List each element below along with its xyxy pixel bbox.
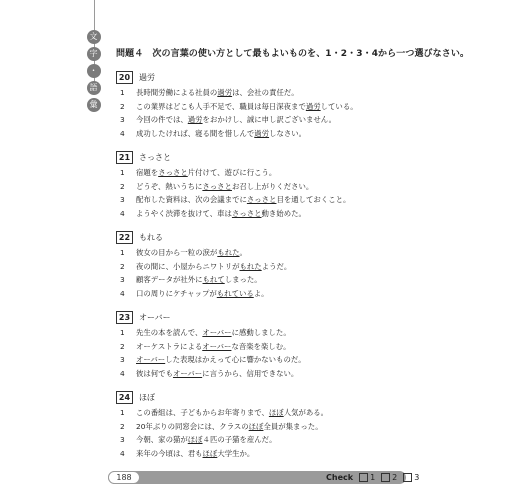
option-text: 先生の本を読んで、 bbox=[136, 328, 203, 338]
option-text: をおかけし、誠に申し訳ございません。 bbox=[202, 115, 337, 125]
option-number: 4 bbox=[120, 368, 125, 378]
option-item[interactable] bbox=[116, 420, 328, 434]
option-text: この番組は、子どもからお年寄りまで、 bbox=[136, 408, 269, 418]
question-header bbox=[116, 390, 328, 404]
option-number: 3 bbox=[120, 115, 125, 125]
option-list bbox=[116, 406, 328, 460]
option-item[interactable] bbox=[116, 86, 358, 100]
option-target-word: ほぼ bbox=[248, 421, 264, 431]
option-number: 2 bbox=[120, 421, 125, 431]
question-word: もれる bbox=[139, 232, 163, 242]
option-text: この業界はどこも人手不足で、職員は毎日深夜まで bbox=[136, 101, 306, 111]
option-text: 彼女の目から一粒の涙が bbox=[136, 248, 218, 258]
option-target-word: オーバー bbox=[202, 328, 232, 338]
option-number: 3 bbox=[120, 355, 125, 365]
option-text: な音楽を楽しむ。 bbox=[231, 341, 291, 351]
option-target-word: オーバー bbox=[172, 368, 203, 378]
option-text: 宿題を bbox=[136, 168, 159, 178]
option-number: 3 bbox=[120, 435, 125, 445]
option-number: 4 bbox=[120, 448, 125, 458]
option-text: ようやく渋滞を抜けて、車は bbox=[136, 208, 232, 218]
option-number: 1 bbox=[120, 88, 125, 98]
question-header bbox=[116, 230, 291, 244]
section-tab-char: 彙 bbox=[87, 98, 101, 112]
question-word: 過労 bbox=[139, 72, 155, 82]
question-number: 23 bbox=[116, 311, 133, 324]
option-target-word: さっさと bbox=[158, 168, 188, 178]
option-item[interactable] bbox=[116, 406, 328, 420]
question-word: ほぼ bbox=[139, 392, 155, 402]
check-box-3[interactable] bbox=[403, 473, 412, 482]
section-tab-char: ・ bbox=[87, 64, 101, 78]
question-number: 22 bbox=[116, 231, 133, 244]
option-text: 目を通しておくこと。 bbox=[276, 195, 351, 205]
option-number: 2 bbox=[120, 181, 125, 191]
option-item[interactable] bbox=[116, 100, 358, 114]
question-block bbox=[116, 150, 350, 220]
option-text: どうぞ、熱いうちに bbox=[136, 181, 203, 191]
option-number: 1 bbox=[120, 328, 125, 338]
option-number: 4 bbox=[120, 128, 125, 138]
option-text: は、会社の責任だ。 bbox=[232, 88, 299, 98]
option-target-word: もれている bbox=[216, 288, 254, 298]
option-item[interactable] bbox=[116, 433, 328, 447]
option-text: しまった。 bbox=[224, 275, 262, 285]
option-text: 長時間労働による社員の bbox=[136, 88, 218, 98]
option-text: 動き始めた。 bbox=[261, 208, 306, 218]
option-target-word: オーバー bbox=[136, 355, 166, 365]
question-block bbox=[116, 230, 291, 300]
option-item[interactable] bbox=[116, 260, 291, 274]
check-number-1: 1 bbox=[370, 472, 376, 482]
question-block bbox=[116, 70, 358, 140]
option-text: 20年ぶりの同窓会には、クラスの bbox=[136, 421, 249, 431]
option-text: ようだ。 bbox=[261, 261, 292, 271]
question-header bbox=[116, 70, 358, 84]
option-text: 成功したければ、寝る間を惜しんで bbox=[136, 128, 255, 138]
option-text: している。 bbox=[320, 101, 358, 111]
option-target-word: ほぼ bbox=[187, 435, 203, 445]
option-list bbox=[116, 326, 306, 380]
page-number: 188 bbox=[108, 471, 140, 484]
option-text: 彼は何でも bbox=[136, 368, 173, 378]
option-text: オーケストラによる bbox=[136, 341, 203, 351]
option-item[interactable] bbox=[116, 326, 306, 340]
option-item[interactable] bbox=[116, 193, 350, 207]
section-tab-char: 語 bbox=[87, 81, 101, 95]
option-text: 片付けて、遊びに行こう。 bbox=[187, 168, 277, 178]
option-target-word: 過労 bbox=[217, 88, 233, 98]
option-item[interactable] bbox=[116, 287, 291, 301]
option-target-word: さっさと bbox=[231, 208, 262, 218]
option-text: 今朝、家の猫が bbox=[136, 435, 188, 445]
option-number: 1 bbox=[120, 408, 125, 418]
option-target-word: さっさと bbox=[202, 181, 232, 191]
question-word: オーバー bbox=[139, 312, 171, 322]
option-target-word: ほぼ bbox=[202, 448, 218, 458]
option-number: 4 bbox=[120, 288, 125, 298]
question-number: 20 bbox=[116, 71, 133, 84]
option-text: 配布した資料は、次の会議までに bbox=[136, 195, 247, 205]
check-area bbox=[326, 470, 419, 484]
option-number: 2 bbox=[120, 341, 125, 351]
question-number: 21 bbox=[116, 151, 133, 164]
option-number: 1 bbox=[120, 168, 125, 178]
option-text: 夜の間に、小屋からニワトリが bbox=[136, 261, 240, 271]
option-text: 来年の今頃は、君も bbox=[136, 448, 203, 458]
question-header bbox=[116, 150, 350, 164]
check-label: Check bbox=[326, 472, 354, 482]
option-item[interactable] bbox=[116, 340, 306, 354]
option-text: しなさい。 bbox=[269, 128, 307, 138]
question-word: さっさと bbox=[139, 152, 171, 162]
check-number-2: 2 bbox=[392, 472, 398, 482]
option-number: 3 bbox=[120, 275, 125, 285]
option-target-word: 過労 bbox=[305, 101, 321, 111]
question-block bbox=[116, 310, 306, 380]
section-tab bbox=[86, 30, 101, 112]
option-list bbox=[116, 166, 350, 220]
option-text: 人気がある。 bbox=[283, 408, 329, 418]
option-item[interactable] bbox=[116, 180, 350, 194]
option-number: 1 bbox=[120, 248, 125, 258]
option-target-word: もれた bbox=[217, 248, 240, 258]
option-text: 大学生か。 bbox=[217, 448, 255, 458]
section-tab-char: 文 bbox=[87, 30, 101, 44]
question-block bbox=[116, 390, 328, 460]
option-item[interactable] bbox=[116, 113, 358, 127]
option-text: 口の周りにケチャップが bbox=[136, 288, 217, 298]
option-target-word: 過労 bbox=[187, 115, 203, 125]
option-text: よ。 bbox=[253, 288, 269, 298]
option-item[interactable] bbox=[116, 127, 358, 141]
check-box-2[interactable] bbox=[381, 473, 390, 482]
option-text: 。 bbox=[239, 248, 247, 258]
option-text: した表現はかえって心に響かないものだ。 bbox=[165, 355, 306, 365]
instruction-title: 問題４ 次の言葉の使い方として最もよいものを、1・2・3・4から一つ選びなさい。 bbox=[116, 49, 470, 59]
check-box-1[interactable] bbox=[359, 473, 368, 482]
option-text: に感動しました。 bbox=[231, 328, 291, 338]
option-text: に言うから、信用できない。 bbox=[202, 368, 299, 378]
option-text: 顧客データが社外に bbox=[136, 275, 203, 285]
option-target-word: ほぼ bbox=[268, 408, 284, 418]
option-target-word: オーバー bbox=[202, 341, 232, 351]
option-target-word: もれて bbox=[202, 275, 225, 285]
option-item[interactable] bbox=[116, 166, 350, 180]
option-item[interactable] bbox=[116, 273, 291, 287]
option-text: 今回の件では、 bbox=[136, 115, 188, 125]
question-header bbox=[116, 310, 306, 324]
option-item[interactable] bbox=[116, 207, 350, 221]
option-text: 全員が集まった。 bbox=[263, 421, 323, 431]
check-number-3: 3 bbox=[414, 472, 420, 482]
option-item[interactable] bbox=[116, 367, 306, 381]
option-item[interactable] bbox=[116, 246, 291, 260]
question-number: 24 bbox=[116, 391, 133, 404]
option-target-word: 過労 bbox=[254, 128, 270, 138]
option-text: ４匹の子猫を産んだ。 bbox=[202, 435, 277, 445]
option-item[interactable] bbox=[116, 447, 328, 461]
option-list bbox=[116, 246, 291, 300]
section-tab-char: 字 bbox=[87, 47, 101, 61]
option-number: 2 bbox=[120, 101, 125, 111]
option-number: 2 bbox=[120, 261, 125, 271]
option-number: 3 bbox=[120, 195, 125, 205]
option-target-word: もれた bbox=[239, 261, 262, 271]
option-list bbox=[116, 86, 358, 140]
option-text: お召し上がりください。 bbox=[231, 181, 314, 191]
option-target-word: さっさと bbox=[246, 195, 277, 205]
option-item[interactable] bbox=[116, 353, 306, 367]
option-number: 4 bbox=[120, 208, 125, 218]
